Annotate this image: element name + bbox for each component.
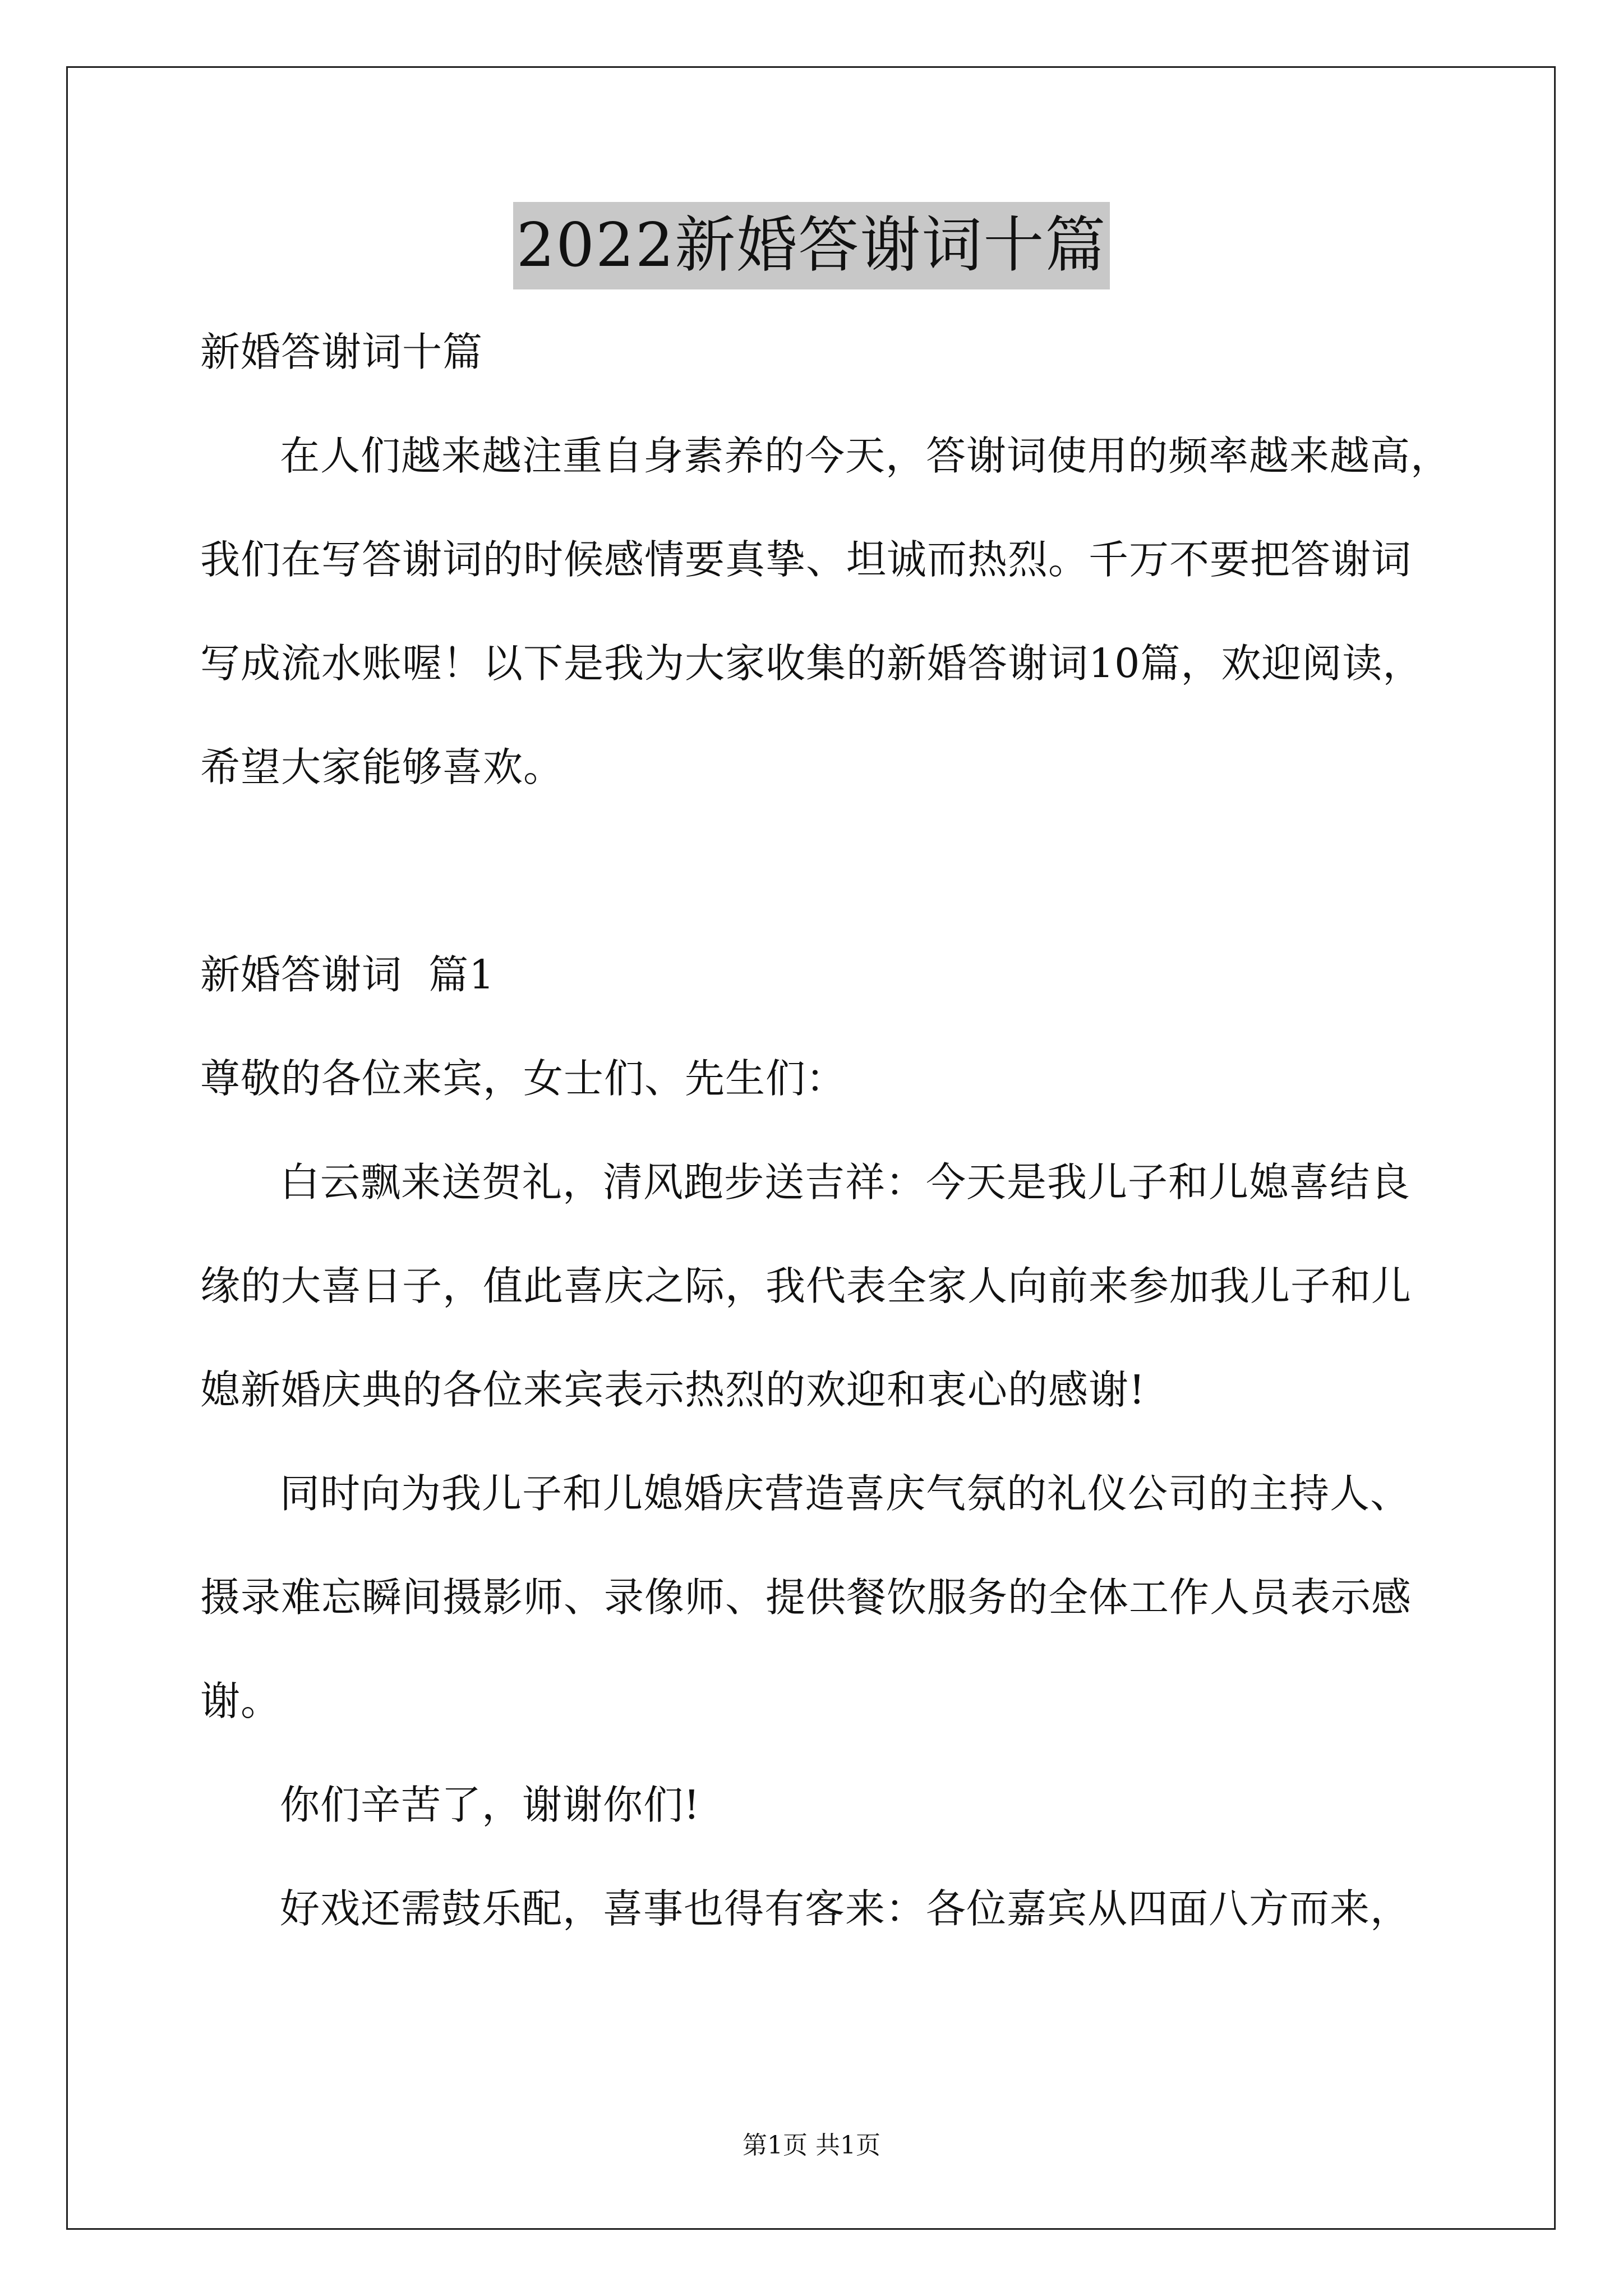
paragraph-1-line-1: 白云飘来送贺礼，清风跑步送吉祥：今天是我儿子和儿媳喜结良 xyxy=(280,1159,1411,1205)
spacer xyxy=(200,819,1451,923)
salutation: 尊敬的各位来宾，女士们、先生们： xyxy=(200,1055,847,1102)
subtitle: 新婚答谢词十篇 xyxy=(200,329,483,375)
paragraph-2-line-1: 同时向为我儿子和儿媳婚庆营造喜庆气氛的礼仪公司的主持人、 xyxy=(280,1470,1411,1517)
document-body xyxy=(200,300,1451,1961)
document-title: 2022新婚答谢词十篇 xyxy=(513,202,1110,289)
intro-line-4: 希望大家能够喜欢。 xyxy=(200,744,564,790)
paragraph-4: 好戏还需鼓乐配，喜事也得有客来：各位嘉宾从四面八方而来， xyxy=(280,1885,1411,1932)
paragraph-3: 你们辛苦了，谢谢你们! xyxy=(280,1782,700,1828)
title-container xyxy=(0,202,1623,289)
intro-line-1: 在人们越来越注重自身素养的今天，答谢词使用的频率越来越高， xyxy=(280,432,1451,479)
intro-line-2: 我们在写答谢词的时候感情要真挚、坦诚而热烈。千万不要把答谢词 xyxy=(200,536,1412,583)
page-footer xyxy=(0,2129,1623,2162)
paragraph-2-line-3: 谢。 xyxy=(200,1678,282,1724)
paragraph-1-line-3: 媳新婚庆典的各位来宾表示热烈的欢迎和衷心的感谢! xyxy=(200,1366,1146,1413)
intro-line-3: 写成流水账喔！以下是我为大家收集的新婚答谢词10篇，欢迎阅读， xyxy=(200,640,1423,687)
section-heading: 新婚答谢词 篇1 xyxy=(200,951,495,998)
paragraph-1-line-2: 缘的大喜日子，值此喜庆之际，我代表全家人向前来参加我儿子和儿 xyxy=(200,1263,1412,1309)
paragraph-2-line-2: 摄录难忘瞬间摄影师、录像师、提供餐饮服务的全体工作人员表示感 xyxy=(200,1574,1412,1621)
page-number: 第1页 共1页 xyxy=(743,2131,880,2160)
